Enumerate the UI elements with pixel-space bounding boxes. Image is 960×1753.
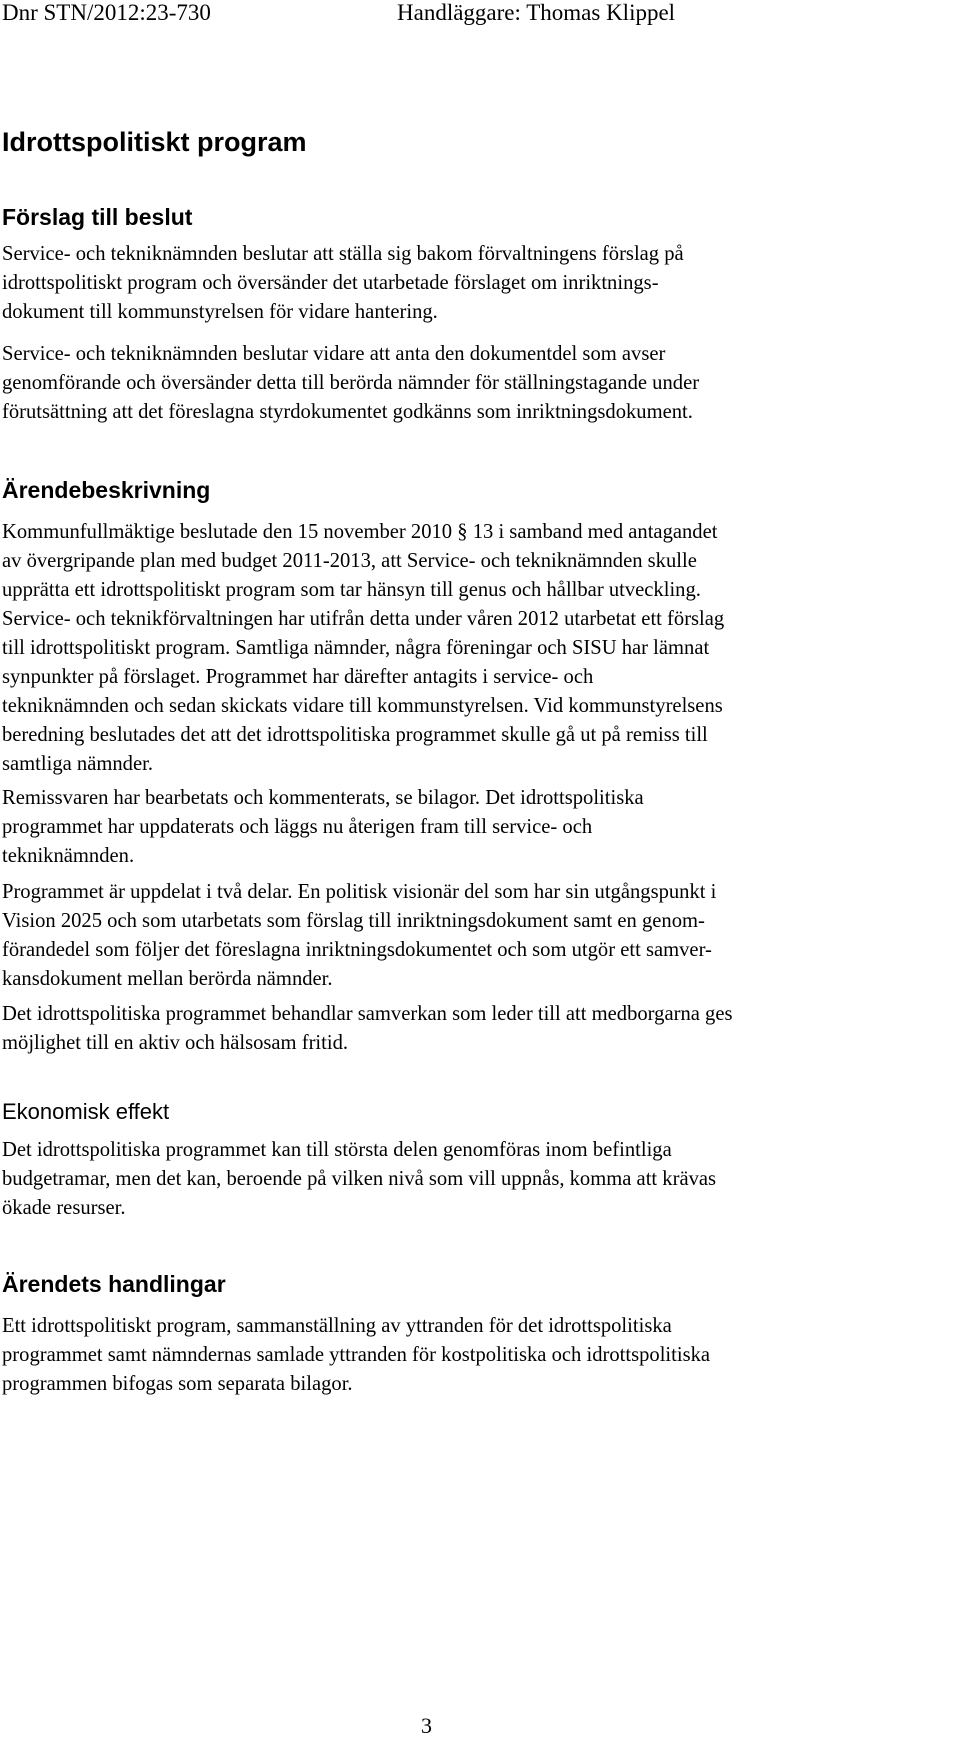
text-line: till idrottspolitiskt program. Samtliga nämnder, några föreningar och SISU har lämnat (2, 637, 710, 659)
text-line: kansdokument mellan berörda nämnder. (2, 968, 333, 990)
text-line: beredning beslutades det att det idrottspolitiska programmet skulle gå ut på remiss till (2, 724, 708, 746)
proposal-paragraph-1 (2, 240, 952, 327)
page-header (0, 0, 960, 30)
description-paragraph-1 (2, 518, 952, 779)
text-line: budgetramar, men det kan, beroende på vilken nivå som vill uppnås, komma att krävas (2, 1168, 717, 1190)
text-line: tekniknämnden. (2, 845, 135, 867)
proposal-paragraph-2 (2, 340, 952, 427)
text-line: förutsättning att det föreslagna styrdokumentet godkänns som inriktningsdokument. (2, 401, 693, 423)
description-paragraph-3 (2, 878, 952, 994)
text-line: synpunkter på förslaget. Programmet har därefter antagits i service- och (2, 666, 594, 688)
description-paragraph-4 (2, 1000, 952, 1058)
text-line: Service- och tekniknämnden beslutar vidare att anta den dokumentdel som avser (2, 343, 666, 365)
text-line: dokument till kommunstyrelsen för vidare hantering. (2, 301, 438, 323)
description-paragraph-2 (2, 784, 952, 871)
document-title: Idrottspolitiskt program (2, 127, 307, 157)
section-heading-description: Ärendebeskrivning (2, 477, 211, 503)
section-heading-documents: Ärendets handlingar (2, 1271, 226, 1297)
section-heading-proposal: Förslag till beslut (2, 204, 193, 230)
text-line: Kommunfullmäktige beslutade den 15 november 2010 § 13 i samband med antagandet (2, 521, 718, 543)
text-line: idrottspolitiskt program och översänder det utarbetade förslaget om inriktnings- (2, 272, 659, 294)
economy-paragraph (2, 1136, 952, 1223)
text-line: programmet samt nämndernas samlade yttranden för kostpolitiska och idrottspolitiska (2, 1344, 711, 1366)
text-line: Service- och teknikförvaltningen har utifrån detta under våren 2012 utarbetat ett förslag (2, 608, 725, 630)
case-handler: Handläggare: Thomas Klippel (397, 0, 676, 25)
text-line: ökade resurser. (2, 1197, 126, 1219)
text-line: möjlighet till en aktiv och hälsosam fritid. (2, 1032, 349, 1054)
text-line: programmet har uppdaterats och läggs nu återigen fram till service- och (2, 816, 593, 838)
section-heading-economy: Ekonomisk effekt (2, 1099, 170, 1124)
text-line: Service- och tekniknämnden beslutar att ställa sig bakom förvaltningens förslag på (2, 243, 684, 265)
text-line: Det idrottspolitiska programmet kan till största delen genomföras inom befintliga (2, 1139, 672, 1161)
text-line: upprätta ett idrottspolitiskt program som tar hänsyn till genus och hållbar utveckling. (2, 579, 701, 601)
text-line: Remissvaren har bearbetats och kommenterats, se bilagor. Det idrottspolitiska (2, 787, 644, 809)
text-line: samtliga nämnder. (2, 753, 153, 775)
documents-paragraph (2, 1312, 952, 1399)
text-line: av övergripande plan med budget 2011-2013, att Service- och tekniknämnden skulle (2, 550, 697, 572)
text-line: förandedel som följer det föreslagna inriktningsdokumentet och som utgör ett samver- (2, 939, 712, 961)
case-number: Dnr STN/2012:23-730 (2, 0, 211, 25)
text-line: Ett idrottspolitiskt program, sammanställning av yttranden för det idrottspolitiska (2, 1315, 672, 1337)
page-number: 3 (421, 1713, 432, 1738)
text-line: Programmet är uppdelat i två delar. En politisk visionär del som har sin utgångspunkt i (2, 881, 717, 903)
text-line: Vision 2025 och som utarbetats som förslag till inriktningsdokument samt en genom- (2, 910, 705, 932)
text-line: tekniknämnden och sedan skickats vidare till kommunstyrelsen. Vid kommunstyrelsens (2, 695, 723, 717)
text-line: Det idrottspolitiska programmet behandlar samverkan som leder till att medborgarna ges (2, 1003, 733, 1025)
text-line: genomförande och översänder detta till berörda nämnder för ställningstagande under (2, 372, 700, 394)
text-line: programmen bifogas som separata bilagor. (2, 1373, 353, 1395)
